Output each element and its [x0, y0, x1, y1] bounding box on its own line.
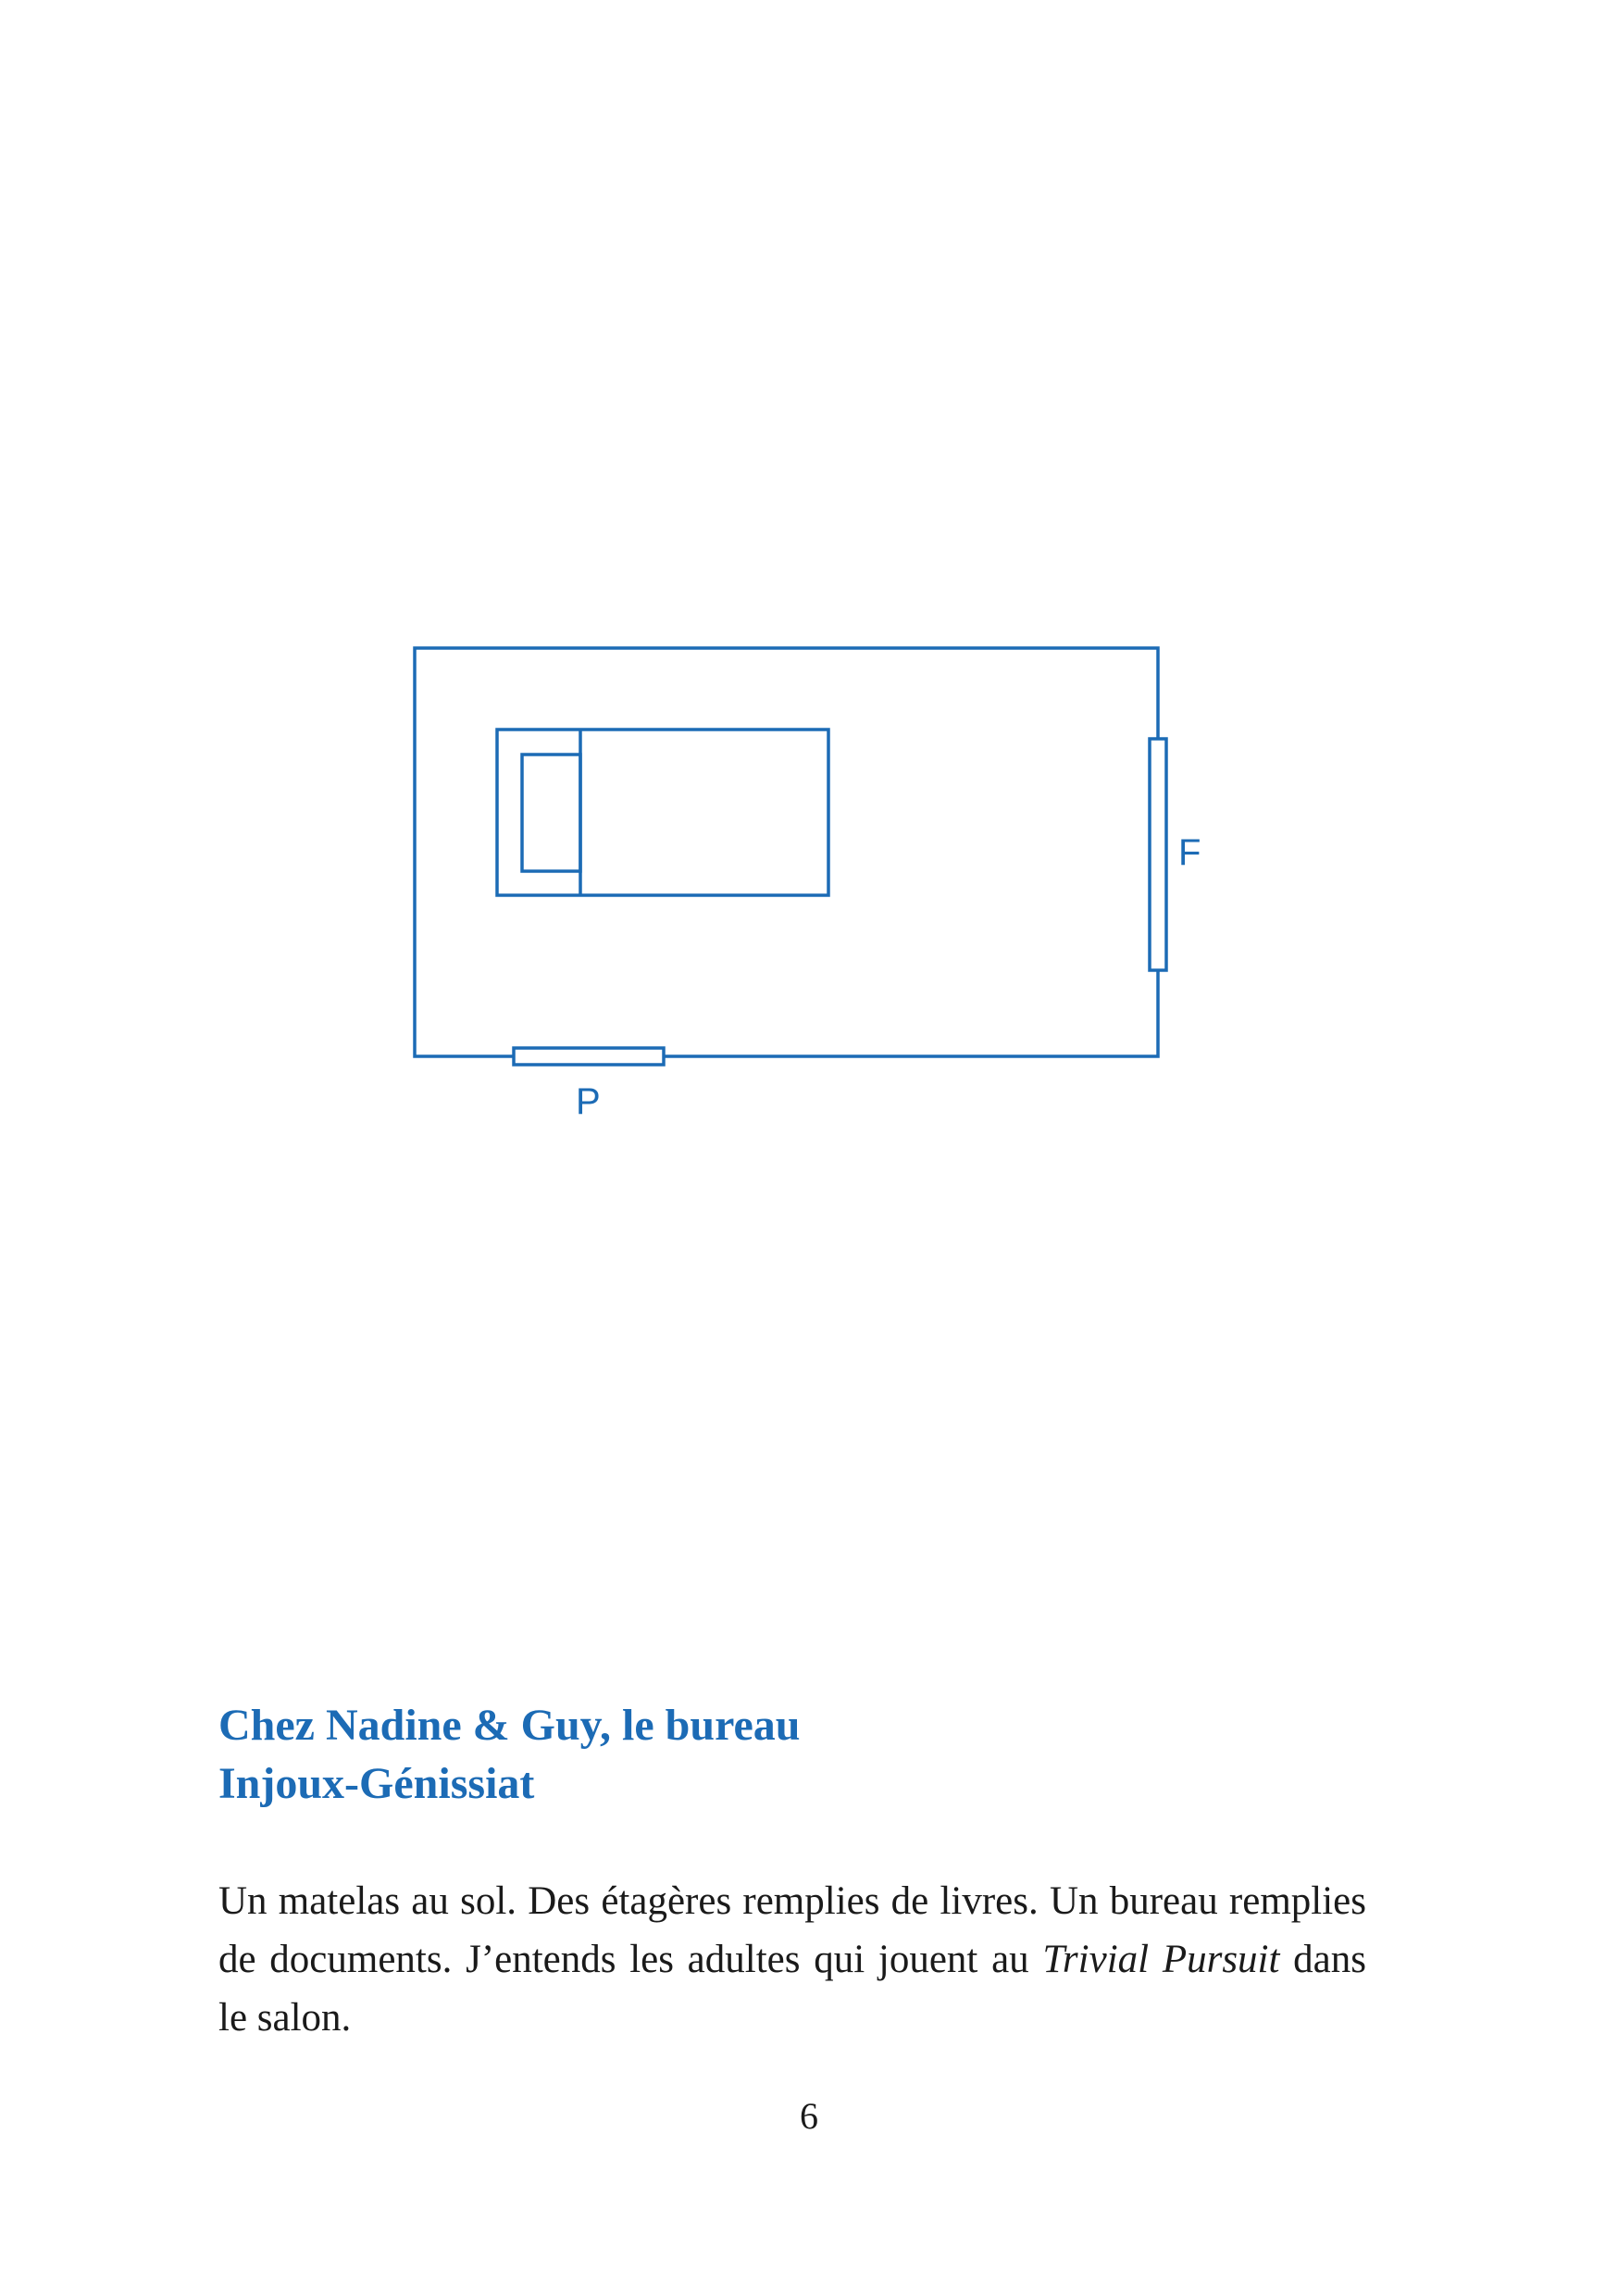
pillow	[522, 755, 580, 871]
heading-line-1: Chez Nadine & Guy, le bureau	[218, 1701, 801, 1750]
section-heading	[218, 1696, 801, 1813]
door-symbol	[514, 1048, 664, 1065]
body-line-2-start: de documents. J’entends les adultes qui jouent au	[218, 1938, 1043, 1981]
body-line-2-end: dans	[1279, 1938, 1366, 1981]
page-number: 6	[800, 2095, 818, 2137]
window-label: F	[1178, 832, 1201, 873]
body-line-2	[218, 1930, 1366, 1989]
heading-line-2: Injoux-Génissiat	[218, 1759, 535, 1808]
window-symbol	[1150, 739, 1166, 970]
body-paragraph	[218, 1872, 1366, 2047]
body-line-3: le salon.	[218, 1996, 352, 2040]
room-outline	[415, 648, 1158, 1056]
game-title: Trivial Pursuit	[1042, 1938, 1280, 1981]
body-line-1: Un matelas au sol. Des étagères remplies de livres. Un bureau remplies	[218, 1879, 1366, 1923]
door-label: P	[576, 1081, 601, 1122]
